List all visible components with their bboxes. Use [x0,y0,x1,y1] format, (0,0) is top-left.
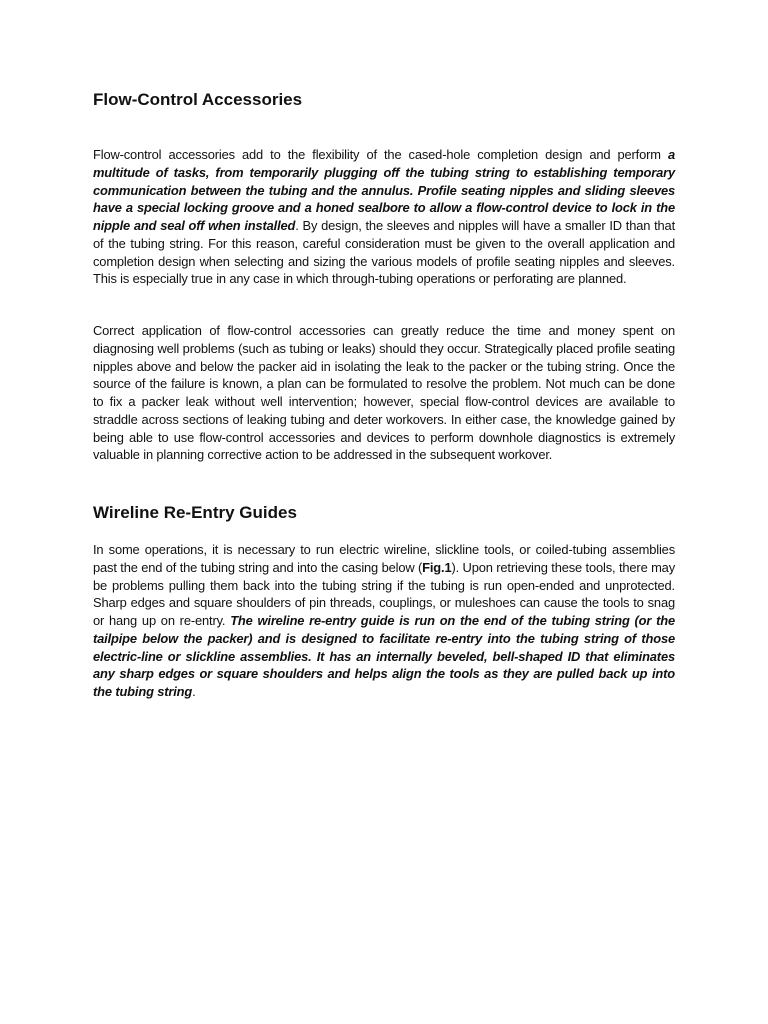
emphasis-text: The wireline re-entry guide is run on the end of the tubing string (or the tailpipe below the packer) and is designed to facilitate re-entry into the tubing string of those electric-line or slickline assemblies. It has an internally beveled, bell-shaped ID that eliminates any sharp edges or square shoulders and helps align the tools as they are pulled back up into the tubing string [93,613,675,699]
text-run: Flow-control accessories add to the flexibility of the cased-hole completion design and perform [93,147,668,162]
text-run: ). Upon retrieving these tools, there may be problems pulling them back into the tubing string if the tubing is run open-ended and unprotected. Sharp edges and square shoulders of pin threads, couplings, or muleshoes can cause the tools to snag or hang up on re-entry. [93,559,675,628]
paragraph-wireline-guides [93,541,675,701]
text-run: . By design, the sleeves and nipples will have a smaller ID than that of the tubing string. For this reason, careful consideration must be given to the overall application and completion design when selecting and sizing the various models of profile seating nipples and sleeves. This is especially true in any case in which through-tubing operations or perforating are planned. [93,218,676,287]
text-run: . [192,684,196,699]
figure-reference: Fig.1 [422,559,452,575]
paragraph-flow-control-application: Correct application of flow-control accessories can greatly reduce the time and money spent on diagnosing well problems (such as tubing or leaks) should they occur. Strategically placed profile seating nipples above and below the packer aid in isolating the leak to the packer or the tubing string. Once the source of the failure is known, a plan can be formulated to resolve the problem. Not much can be done to fix a packer leak without well intervention; however, special flow-control devices are available to straddle across sections of leaking tubing and deter workovers. In either case, the knowledge gained by being able to use flow-control accessories and devices to perform downhole diagnostics is extremely valuable in planning corrective action to be addressed in the subsequent workover. [93,323,675,463]
emphasis-text: a multitude of tasks, from temporarily plugging off the tubing string to establishing temporary communication between the tubing and the annulus. Profile seating nipples and sliding sleeves have a special locking groove and a honed sealbore to allow a flow-control device to lock in the nipple and seal off when installed [93,147,675,233]
heading-wireline-re-entry-guides: Wireline Re-Entry Guides [93,503,297,522]
heading-flow-control-accessories: Flow-Control Accessories [93,90,303,109]
text-run: In some operations, it is necessary to run electric wireline, slickline tools, or coiled-tubing assemblies past the end of the tubing string and into the casing below ( [93,542,675,575]
paragraph-flow-control-intro [93,146,675,288]
